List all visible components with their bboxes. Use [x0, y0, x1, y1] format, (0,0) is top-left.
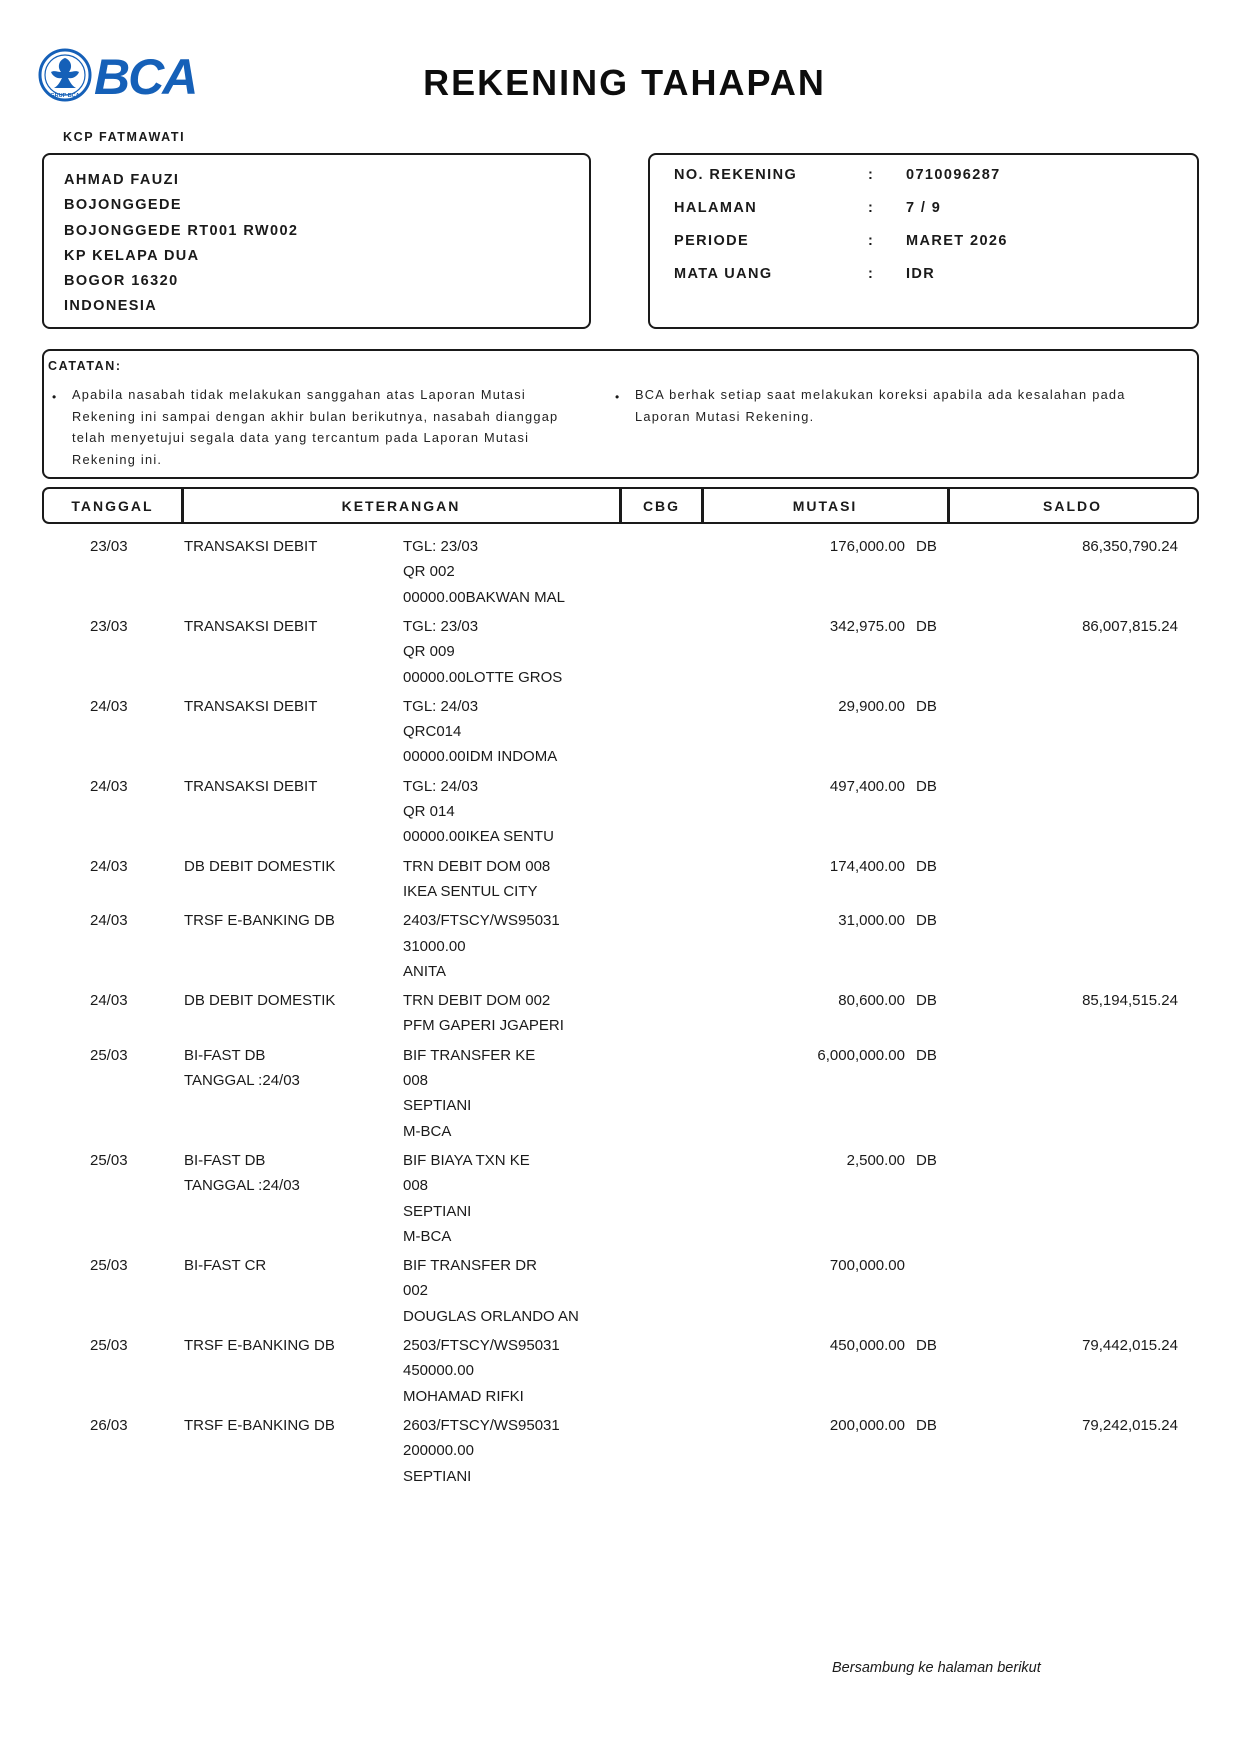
row-description: TRSF E-BANKING DB [184, 1337, 335, 1354]
notes-title: CATATAN: [48, 359, 122, 373]
row-detail: 008 [403, 1177, 429, 1195]
row-detail: BIF BIAYA TXN KE [403, 1151, 530, 1169]
row-description: BI-FAST CR [184, 1257, 267, 1275]
row-amount: 342,975.00 [829, 617, 905, 635]
address-country: INDONESIA [64, 298, 158, 315]
branch-name: KCP FATMAWATI [63, 130, 186, 144]
row-balance: 85,194,515.24 [1082, 992, 1178, 1010]
note-left: Apabila nasabah tidak melakukan sanggahan atas Laporan Mutasi Rekening ini sampai dengan akhir bulan berikutnya, nasabah dianggap telah menyetujui segala data yang tercantum pada Laporan Mutasi Rekening ini. [72, 387, 559, 468]
row-detail: QR 014 [403, 803, 455, 820]
row-date: 25/03 [90, 1151, 128, 1169]
logo-text: BCA [94, 49, 197, 104]
row-type: DB [916, 777, 937, 795]
row-detail: QR 009 [403, 643, 455, 661]
header-mutasi: MUTASI [792, 497, 858, 514]
row-description: DB DEBIT DOMESTIK [184, 992, 336, 1010]
currency: IDR [906, 266, 936, 282]
customer-address [64, 168, 298, 320]
row-description: BI-FAST DB [184, 1046, 266, 1064]
address-line: BOJONGGEDE RT001 RW002 [64, 222, 299, 239]
row-detail: 200000.00 [403, 1442, 474, 1460]
row-amount: 174,400.00 [829, 857, 905, 875]
row-amount: 200,000.00 [829, 1416, 905, 1434]
row-date: 24/03 [90, 857, 128, 875]
row-detail: 00000.00IDM INDOMA [403, 748, 558, 766]
row-detail: PFM GAPERI JGAPERI [403, 1017, 564, 1035]
row-type: DB [916, 697, 937, 715]
row-detail: 00000.00LOTTE GROS [403, 668, 563, 686]
row-date: 25/03 [90, 1046, 128, 1064]
row-description: TRANSAKSI DEBIT [184, 697, 318, 715]
row-detail: 00000.00BAKWAN MAL [403, 588, 566, 606]
row-detail: M-BCA [403, 1122, 452, 1140]
row-balance: 86,007,815.24 [1082, 617, 1178, 635]
row-date: 23/03 [90, 617, 128, 635]
row-date: 24/03 [90, 697, 128, 715]
row-detail: TGL: 24/03 [403, 777, 479, 795]
row-description: TANGGAL :24/03 [184, 1072, 300, 1089]
row-date: 25/03 [90, 1257, 128, 1275]
row-detail: TRN DEBIT DOM 008 [403, 857, 551, 875]
row-balance: 79,242,015.24 [1082, 1416, 1178, 1434]
row-amount: 31,000.00 [838, 912, 905, 930]
period: MARET 2026 [906, 233, 1008, 249]
header-tanggal: TANGGAL [71, 497, 154, 514]
row-detail: QRC014 [403, 723, 462, 741]
logo-subtext: GRUP BCA [50, 93, 80, 99]
row-amount: 29,900.00 [838, 697, 905, 715]
bullet-icon: • [615, 390, 620, 404]
row-description: TRSF E-BANKING DB [184, 1416, 335, 1434]
customer-name: AHMAD FAUZI [64, 172, 180, 188]
header-cbg: CBG [642, 497, 681, 514]
row-amount: 700,000.00 [829, 1257, 905, 1275]
row-detail: IKEA SENTUL CITY [403, 882, 538, 900]
row-type: DB [916, 1151, 937, 1169]
row-detail: 2503/FTSCY/WS95031 [403, 1337, 560, 1354]
row-detail: 00000.00IKEA SENTU [403, 828, 554, 846]
row-detail: 31000.00 [403, 937, 466, 955]
row-amount: 80,600.00 [838, 992, 905, 1010]
row-date: 23/03 [90, 538, 128, 555]
row-description: TRSF E-BANKING DB [184, 912, 335, 930]
header-saldo: SALDO [1043, 497, 1102, 514]
row-detail: BIF TRANSFER DR [403, 1257, 537, 1275]
row-type: DB [916, 857, 937, 875]
account-number: 0710096287 [906, 167, 1001, 183]
page-number: 7 / 9 [906, 200, 942, 216]
row-detail: SEPTIANI [403, 1202, 472, 1220]
row-detail: 002 [403, 1282, 429, 1300]
row-detail: TGL: 24/03 [403, 697, 479, 715]
table-header [42, 487, 1199, 524]
row-detail: TRN DEBIT DOM 002 [403, 992, 551, 1010]
row-detail: SEPTIANI [403, 1467, 472, 1485]
row-type: DB [916, 617, 937, 635]
row-description: TANGGAL :24/03 [184, 1177, 300, 1195]
address-line: BOJONGGEDE [64, 197, 182, 214]
row-amount: 2,500.00 [846, 1151, 905, 1169]
row-date: 24/03 [90, 912, 128, 930]
row-detail: 2603/FTSCY/WS95031 [403, 1416, 560, 1434]
row-date: 24/03 [90, 992, 128, 1010]
row-description: TRANSAKSI DEBIT [184, 617, 318, 635]
row-detail: TGL: 23/03 [403, 538, 479, 555]
page-title: REKENING TAHAPAN [423, 62, 826, 103]
row-detail: MOHAMAD RIFKI [403, 1387, 524, 1405]
row-type: DB [916, 1416, 937, 1434]
header-keterangan: KETERANGAN [341, 497, 461, 514]
row-type: DB [916, 1046, 937, 1064]
address-line: KP KELAPA DUA [64, 247, 200, 264]
row-detail: 008 [403, 1072, 429, 1089]
row-description: DB DEBIT DOMESTIK [184, 857, 336, 875]
row-detail: 450000.00 [403, 1362, 474, 1380]
row-amount: 450,000.00 [829, 1337, 905, 1354]
row-detail: BIF TRANSFER KE [403, 1046, 536, 1064]
row-detail: M-BCA [403, 1227, 452, 1245]
note-right: BCA berhak setiap saat melakukan koreksi apabila ada kesalahan pada Laporan Mutasi Rekening. [635, 387, 1126, 424]
address-line: BOGOR 16320 [64, 273, 179, 290]
row-date: 24/03 [90, 777, 128, 795]
row-detail: TGL: 23/03 [403, 617, 479, 635]
row-detail: 2403/FTSCY/WS95031 [403, 912, 560, 930]
row-date: 26/03 [90, 1416, 128, 1434]
row-description: TRANSAKSI DEBIT [184, 538, 318, 555]
row-balance: 86,350,790.24 [1082, 538, 1178, 555]
continued-note: Bersambung ke halaman berikut [832, 1660, 1041, 1676]
row-detail: ANITA [403, 962, 447, 980]
row-balance: 79,442,015.24 [1082, 1337, 1178, 1354]
row-description: TRANSAKSI DEBIT [184, 777, 318, 795]
row-description: BI-FAST DB [184, 1151, 266, 1169]
row-detail: SEPTIANI [403, 1097, 472, 1115]
row-type: DB [916, 538, 937, 555]
row-detail: DOUGLAS ORLANDO AN [403, 1307, 579, 1325]
bullet-icon: • [52, 390, 57, 404]
row-amount: 497,400.00 [829, 777, 905, 795]
row-type: DB [916, 992, 937, 1010]
row-type: DB [916, 912, 937, 930]
row-amount: 6,000,000.00 [817, 1046, 905, 1064]
row-detail: QR 002 [403, 563, 455, 581]
row-amount: 176,000.00 [829, 538, 905, 555]
row-date: 25/03 [90, 1337, 128, 1354]
row-type: DB [916, 1337, 937, 1354]
